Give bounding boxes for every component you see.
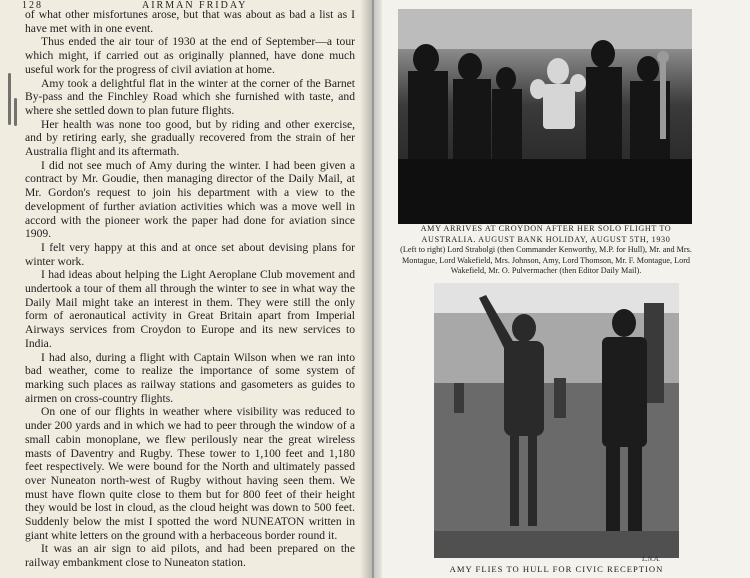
paragraph: On one of our flights in weather where visibility was reduced to under 200 yards and in which we had to peer through the window of a small cabin monoplane, we flew perilously near the great wireless masts of Daventry and Rugby. These tower to 1,100 feet and 1,180 feet respectively. We were bound for the North and ultimately passed over Nuneaton north-west of Rugby without having seen them. We must have flown quite close to them but for 800 feet of their height they would be lost in cloud, as the cloud height was down to 500 feet. Suddenly below the mist I spotted the word NUNEATON written in giant white letters on the ground with a herbaceous border round it. — [25, 405, 355, 542]
paragraph: It was an air sign to aid pilots, and had been prepared on the railway embankment close to Nuneaton station. — [25, 542, 355, 570]
paragraph: Her health was none too good, but by riding and other exercise, and by retiring early, she gradually recovered from the strain of her Australia flight and its aftermath. — [25, 117, 355, 159]
book-gutter-shadow — [360, 0, 382, 578]
left-page — [0, 0, 372, 578]
photo-caption-croydon — [398, 224, 694, 277]
running-head: AIRMAN FRIDAY — [142, 0, 248, 11]
paragraph: I had also, during a flight with Captain Wilson when we ran into bad weather, come to realize the importance of some system of marking such places as railway stations and gasometers as guides to airmen on cross-country flights. — [25, 350, 355, 405]
paragraph: I had ideas about helping the Light Aeroplane Club movement and undertook a tour of them all through the winter to see in what way the Daily Mail might take an interest in them. They were still the only form of aeronautical activity in Great Britain apart from Imperial Airways services from Croydon to Europe and its new services to India. — [25, 268, 355, 350]
paragraph: I felt very happy at this and at once set about devising plans for winter work. — [25, 240, 355, 268]
body-text — [25, 8, 355, 570]
crowd-photograph — [398, 9, 692, 224]
photo-credit: L.N.A. — [642, 555, 661, 563]
photo-caption-hull: AMY FLIES TO HULL FOR CIVIC RECEPTION — [449, 564, 664, 574]
hull-photo-art — [434, 283, 679, 558]
caption-title: AMY ARRIVES AT CROYDON AFTER HER SOLO FLIGHT TO AUSTRALIA. AUGUST BANK HOLIDAY, AUGUST 5TH, 1930 — [420, 224, 672, 244]
caption-names: (Left to right) Lord Strabolgi (then Commander Kenworthy, M.P. for Hull), Mr. and Mrs. Montague, Lord Wakefield, Mrs. Johnson, Amy, Lord Thomson, Mr. F. Montague, Lord Wakefield, Mr. O. Pulvermacher (then Editor Daily Mail). — [400, 245, 692, 276]
paragraph: Amy took a delightful flat in the winter at the corner of the Barnet By-pass and the Finchley Road which she furnished with taste, and where she settled down to plan future flights. — [25, 76, 355, 117]
crowd-photo-art — [398, 9, 692, 224]
amy-walking-photograph — [434, 283, 679, 558]
paragraph: of what other misfortunes arose, but that was about as bad a list as I have met with in one event. — [25, 8, 355, 35]
right-page — [374, 0, 750, 578]
pencil-margin-mark — [14, 98, 17, 126]
paragraph: Thus ended the air tour of 1930 at the end of September—a tour which might, if carried out as originally planned, have done much useful work for the progress of civil aviation at home. — [25, 35, 355, 76]
paragraph: I did not see much of Amy during the winter. I had been given a contract by Mr. Goudie, then managing director of the Daily Mail, at Mr. Gordon's request to join his department with a view to the development of further aviation activities which was a move well in accord with the pioneer work the paper had done for aviation since 1909. — [25, 158, 355, 241]
pencil-margin-mark — [8, 73, 11, 125]
page-number: 128 — [22, 0, 43, 11]
